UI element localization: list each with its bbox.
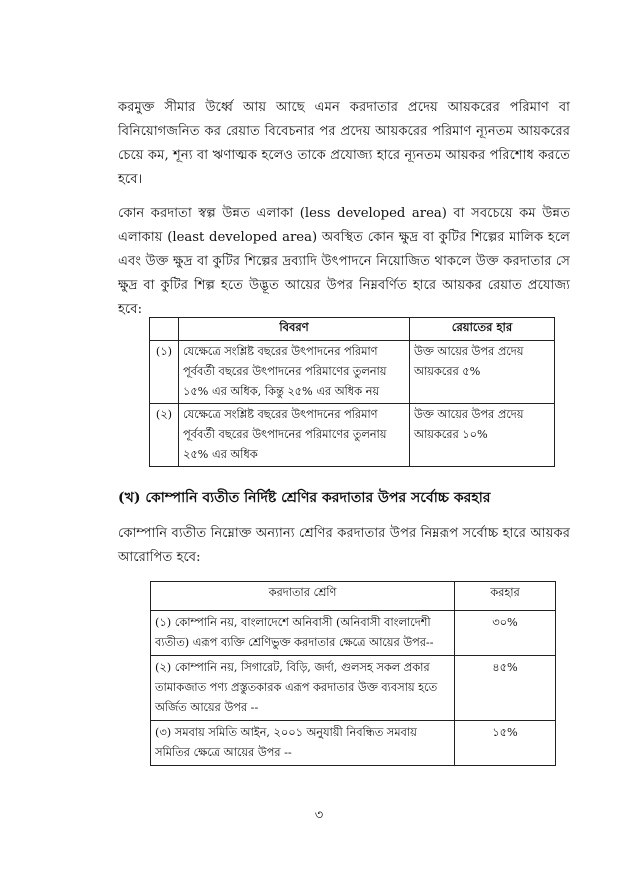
table-row xyxy=(151,611,556,656)
serial-header-cell xyxy=(150,318,179,341)
row-number: (১) xyxy=(150,341,179,404)
table-row xyxy=(150,404,555,467)
description-header: বিবরণ xyxy=(179,318,410,341)
paragraph-minimum-tax: করমুক্ত সীমার উর্ধ্বে আয় আছে এমন করদাতার প্রদেয় আয়করের পরিমাণ বা বিনিয়োগজনিত কর রেয়াত বিবেচনার পর প্রদেয় আয়করের পরিমাণ ন্যূনতম আয়করের চেয়ে কম, শূন্য বা ঋণাত্মক হলেও তাকে প্রযোজ্য হারে ন্যূনতম আয়কর পরিশোধ করতে হবে। xyxy=(118,100,570,187)
page-number: ৩ xyxy=(314,808,324,823)
max-tax-rate-table xyxy=(150,581,556,766)
table-header-row xyxy=(151,582,556,611)
row-rate: উক্ত আয়ের উপর প্রদেয় আয়করের ১০% xyxy=(410,404,555,467)
table-header-row xyxy=(150,318,555,341)
row-number: (২) xyxy=(150,404,179,467)
rebate-rate-header: রেয়াতের হার xyxy=(410,318,555,341)
row-rate: ৪৫% xyxy=(455,656,556,721)
row-description: (১) কোম্পানি নয়, বাংলাদেশে অনিবাসী (অনিবাসী বাংলাদেশী ব্যতীত) এরূপ ব্যক্তি শ্রেণিভুক্ত করদাতার ক্ষেত্রে আয়ের উপর-- xyxy=(151,611,455,656)
row-description: যেক্ষেত্রে সংশ্লিষ্ট বছরের উৎপাদনের পরিমাণ পূর্ববর্তী বছরের উৎপাদনের পরিমাণের তুলনায় ২৫% এর অধিক xyxy=(179,404,410,467)
tax-rate-header: করহার xyxy=(455,582,556,611)
paragraph-cottage-industry-rebate: কোন করদাতা স্বল্প উন্নত এলাকা (less developed area) বা সবচেয়ে কম উন্নত এলাকায় (least developed area) অবস্থিত কোন ক্ষুদ্র বা কুটির শিল্পের মালিক হলে এবং উক্ত ক্ষুদ্র বা কুটির শিল্পের দ্রব্যাদি উৎপাদনে নিয়োজিত থাকলে উক্ত করদাতার সে ক্ষুদ্র বা কুটির শিল্প হতে উদ্ভূত আয়ের উপর নিম্নবর্ণিত হারে আয়কর রেয়াত প্রযোজ্য হবে: xyxy=(118,206,570,317)
paragraph-max-tax-rate: কোম্পানি ব্যতীত নিম্নোক্ত অন্যান্য শ্রেণির করদাতার উপর নিম্নরূপ সর্বোচ্চ হারে আয়কর আরোপিত হবে: xyxy=(118,526,570,565)
row-description: (৩) সমবায় সমিতি আইন, ২০০১ অনুযায়ী নিবন্ধিত সমবায় সমিতির ক্ষেত্রে আয়ের উপর -- xyxy=(151,721,455,766)
taxpayer-category-header: করদাতার শ্রেণি xyxy=(151,582,455,611)
table-row xyxy=(151,721,556,766)
rebate-rate-table xyxy=(149,317,555,467)
row-rate: ৩০% xyxy=(455,611,556,656)
row-description: যেক্ষেত্রে সংশ্লিষ্ট বছরের উৎপাদনের পরিমাণ পূর্ববর্তী বছরের উৎপাদনের পরিমাণের তুলনায় ১৫% এর অধিক, কিন্তু ২৫% এর অধিক নয় xyxy=(179,341,410,404)
row-description: (২) কোম্পানি নয়, সিগারেট, বিড়ি, জর্দা, গুলসহ সকল প্রকার তামাকজাত পণ্য প্রস্তুতকারক এরূপ করদাতার উক্ত ব্যবসায় হতে অর্জিত আয়ের উপর -- xyxy=(151,656,455,721)
table-row xyxy=(151,656,556,721)
section-heading: (খ) কোম্পানি ব্যতীত নির্দিষ্ট শ্রেণির করদাতার উপর সর্বোচ্চ করহার xyxy=(118,490,491,506)
row-rate: ১৫% xyxy=(455,721,556,766)
row-rate: উক্ত আয়ের উপর প্রদেয় আয়করের ৫% xyxy=(410,341,555,404)
table-row xyxy=(150,341,555,404)
